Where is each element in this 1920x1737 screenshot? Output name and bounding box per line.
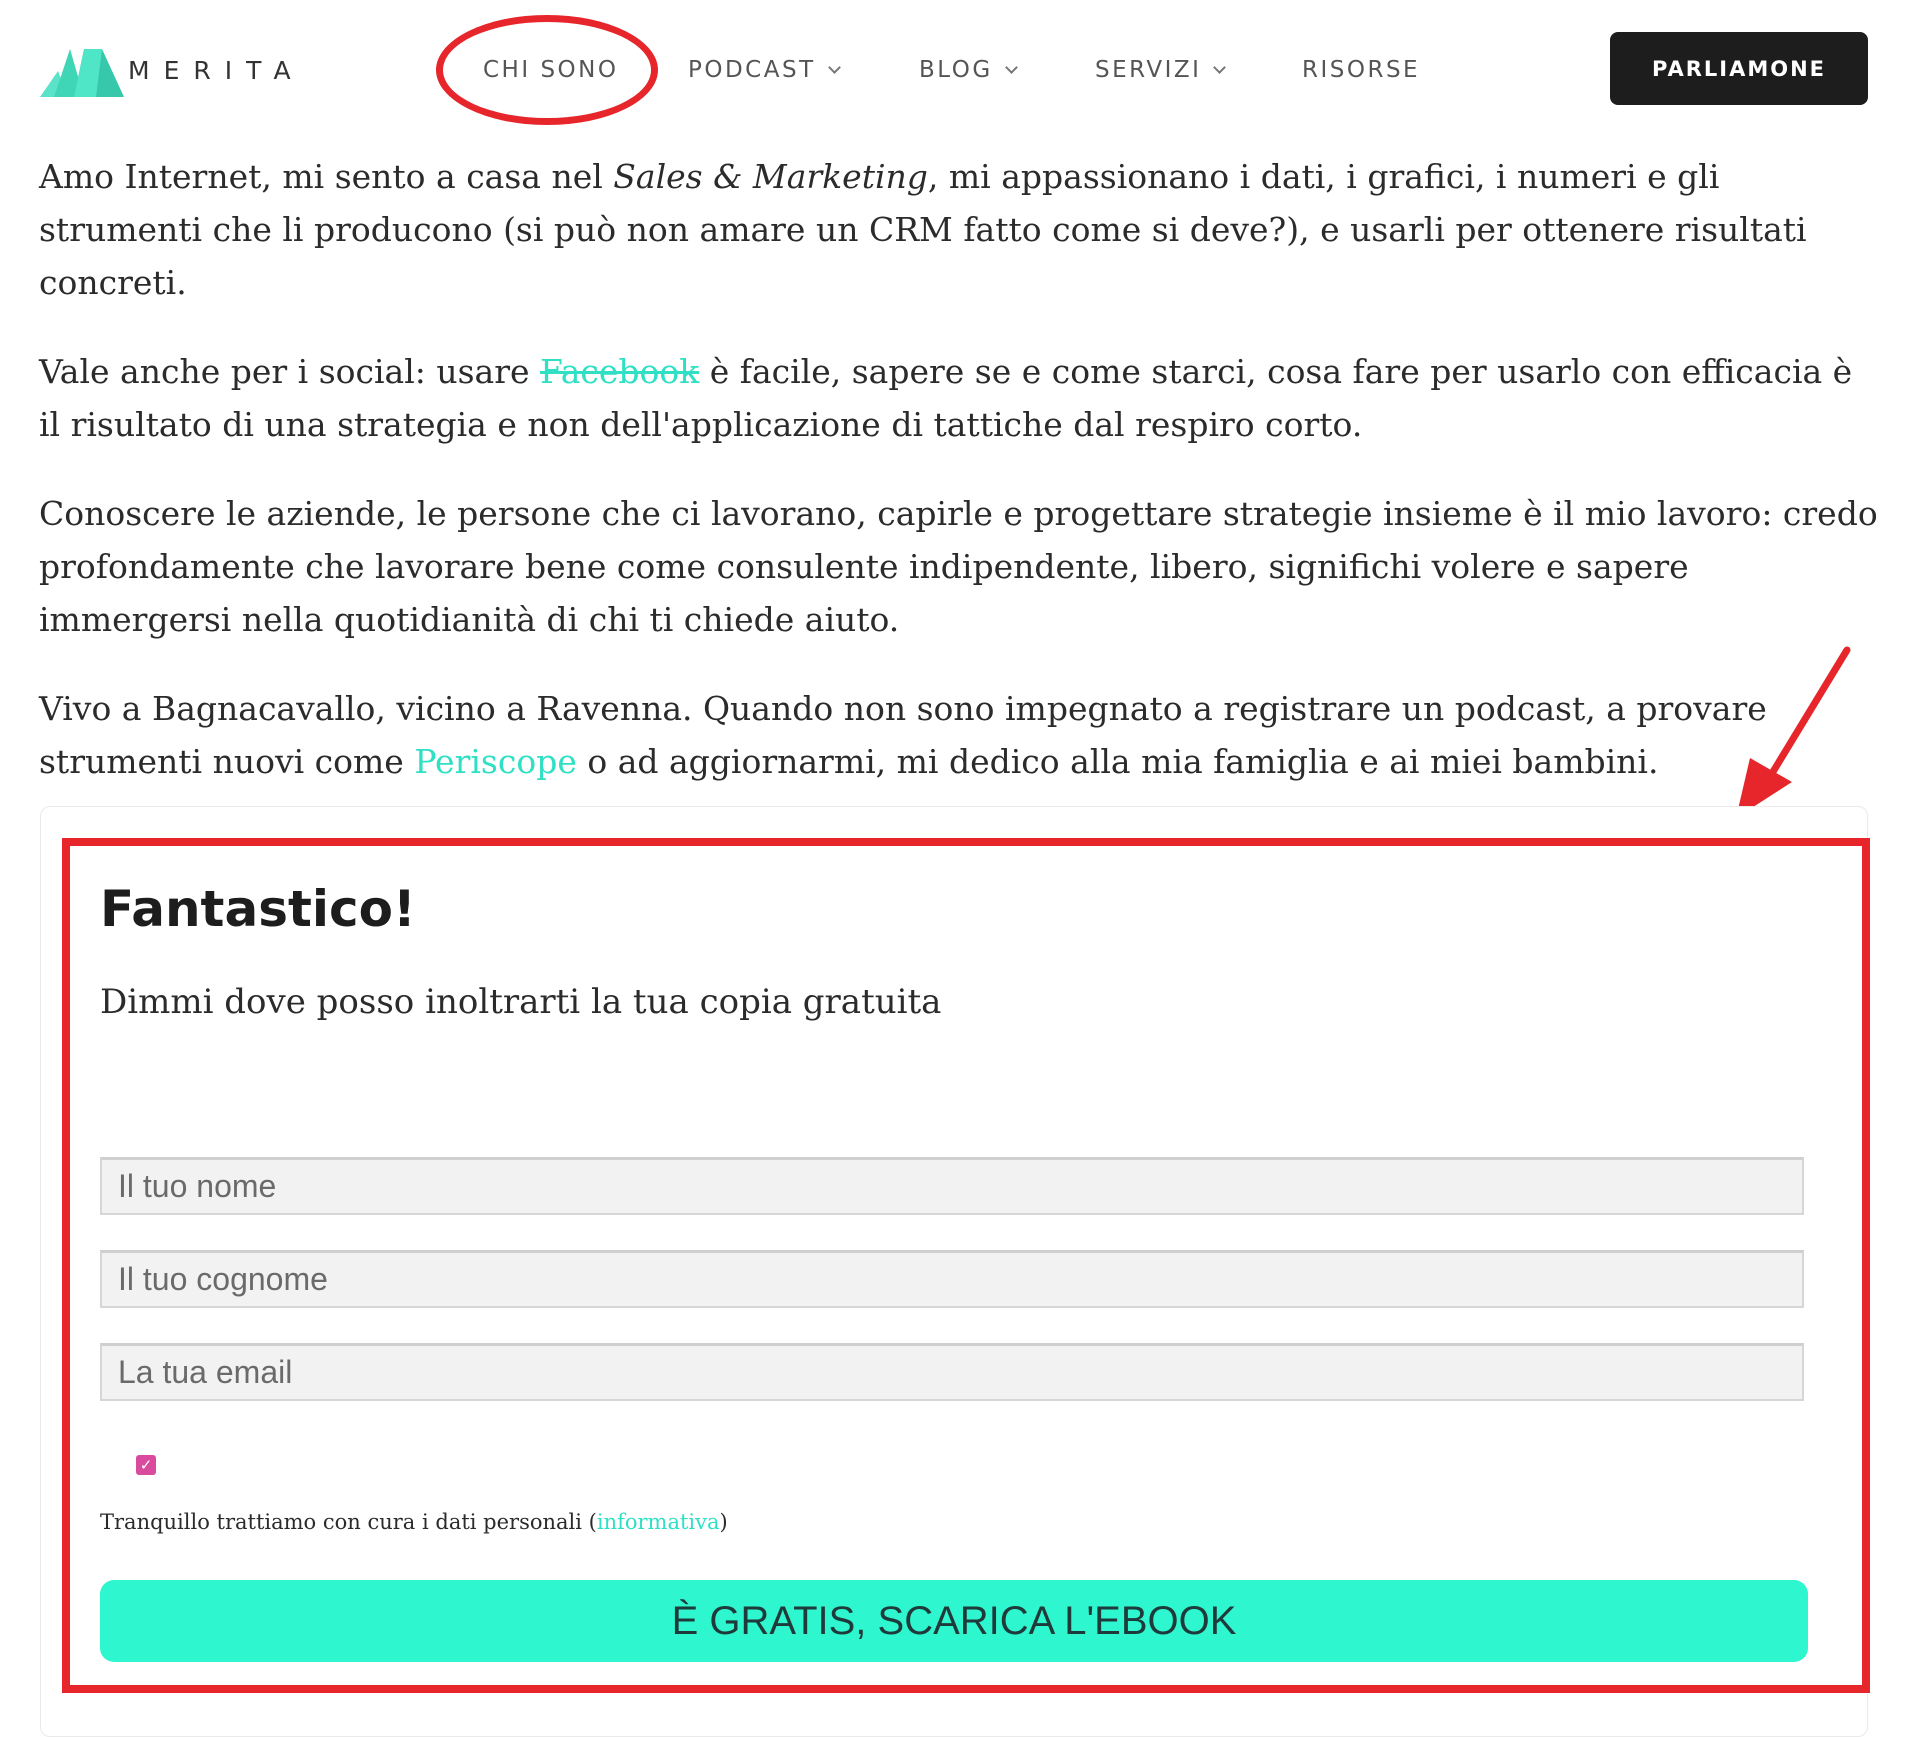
informativa-link[interactable]: informativa (596, 1510, 720, 1534)
paragraph-text: Amo Internet, mi sento a casa nel (39, 157, 614, 196)
paragraph (39, 682, 1879, 788)
paragraph-text: Vale anche per i social: usare (39, 352, 541, 391)
nav-label: BLOG (919, 57, 993, 83)
nav-item-risorse[interactable] (1302, 50, 1420, 90)
paragraph (39, 150, 1879, 309)
site-logo[interactable] (40, 42, 305, 98)
paragraph-text: è facile, sapere se e come starci, cosa fare per usarlo con efficacia è il risultato di una strategia e non dell'applicazione di tattiche dal respiro corto. (39, 352, 1853, 444)
last-name-input[interactable] (100, 1250, 1804, 1308)
paragraph-text: o ad aggiornarmi, mi dedico alla mia famiglia e ai miei bambini. (576, 742, 1659, 781)
chevron-down-icon (1214, 61, 1227, 74)
facebook-link[interactable]: Facebook (540, 352, 700, 391)
periscope-link[interactable]: Periscope (414, 742, 577, 781)
checkmark-icon: ✓ (139, 1455, 153, 1474)
site-header (0, 0, 1920, 140)
nav-label: RISORSE (1302, 57, 1421, 83)
annotation-arrow-icon (1730, 640, 1860, 820)
merita-logo-icon (40, 43, 124, 97)
logo-text: MERITA (128, 55, 305, 85)
nav-item-servizi[interactable] (1095, 50, 1224, 90)
consent-checkbox[interactable] (136, 1455, 156, 1475)
parliamone-button[interactable]: PARLIAMONE (1610, 32, 1868, 105)
form-title: Fantastico! (100, 880, 416, 938)
privacy-text: Tranquillo trattiamo con cura i dati personali ( (100, 1510, 597, 1534)
chevron-down-icon (1005, 61, 1018, 74)
download-ebook-button[interactable]: È GRATIS, SCARICA L'EBOOK (100, 1580, 1808, 1662)
nav-label: PODCAST (688, 57, 816, 83)
first-name-input[interactable] (100, 1157, 1804, 1215)
nav-label: CHI SONO (483, 57, 619, 83)
paragraph-text: , mi appassionano i dati, i grafici, i numeri e gli strumenti che li producono (si può non amare un CRM fatto come si deve?), e usarli per ottenere risultati concreti. (39, 157, 1807, 302)
paragraph-text: Vivo a Bagnacavallo, vicino a Ravenna. Quando non sono impegnato a registrare un podcast, a provare strumenti nuovi come (39, 689, 1767, 781)
privacy-text: ) (719, 1510, 728, 1534)
nav-label: SERVIZI (1095, 57, 1202, 83)
nav-item-chi-sono[interactable] (483, 50, 618, 90)
article-body (39, 150, 1879, 824)
chevron-down-icon (828, 61, 841, 74)
email-input[interactable] (100, 1343, 1804, 1401)
nav-item-podcast[interactable] (688, 50, 839, 90)
paragraph (39, 345, 1879, 451)
paragraph: Conoscere le aziende, le persone che ci lavorano, capirle e progettare strategie insieme è il mio lavoro: credo profondamente che lavorare bene come consulente indipendente, libero, significhi volere e sapere immergersi nella quotidianità di chi ti chiede aiuto. (39, 494, 1878, 639)
nav-item-blog[interactable] (919, 50, 1016, 90)
privacy-note (100, 1510, 728, 1534)
paragraph-emphasis: Sales & Marketing (613, 157, 928, 196)
form-subtitle: Dimmi dove posso inoltrarti la tua copia gratuita (100, 982, 942, 1022)
